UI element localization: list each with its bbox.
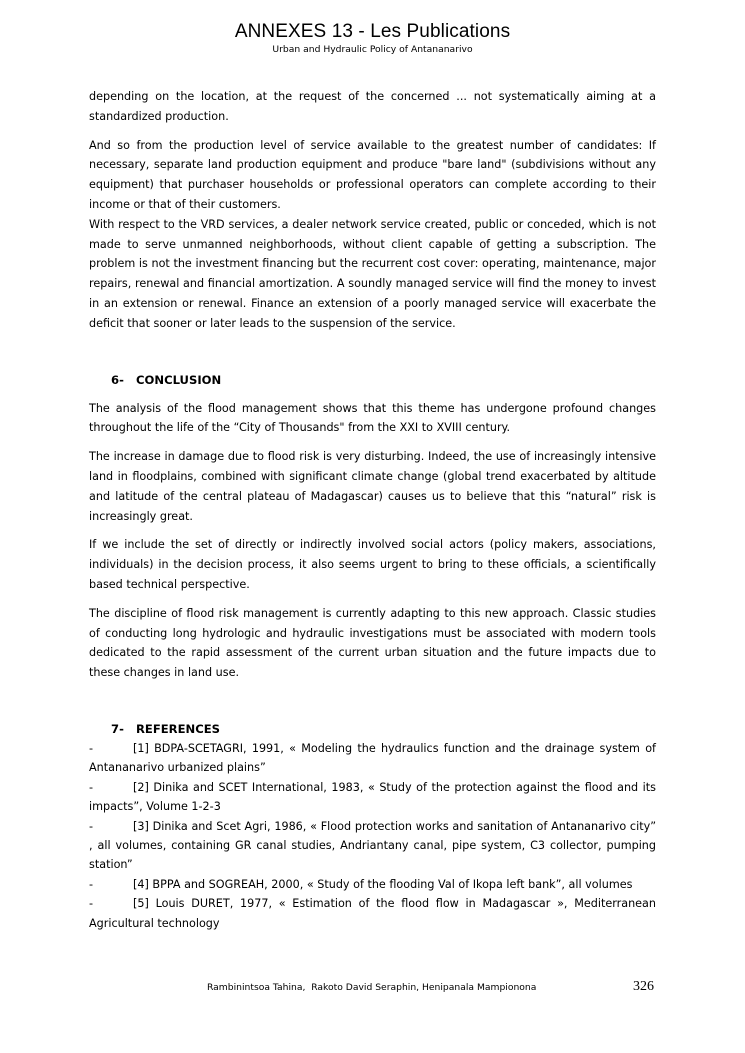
reference-bullet: - [89, 877, 94, 891]
reference-item-1 [89, 739, 656, 778]
reference-item-3 [89, 817, 656, 875]
reference-item-2 [89, 778, 656, 817]
conclusion-title: CONCLUSION [136, 372, 222, 387]
reference-bullet: - [89, 897, 94, 911]
page-header [0, 20, 745, 57]
reference-item-4 [89, 875, 656, 894]
header-subtitle: Urban and Hydraulic Policy of Antananarivo [272, 44, 473, 55]
reference-bullet: - [89, 741, 94, 755]
reference-bullet: - [89, 780, 94, 794]
conclusion-heading [111, 370, 656, 390]
conclusion-paragraph-4: The discipline of flood risk management is currently adapting to this new approach. Classic studies of conducting long hydrologic and hydraulic investigations must be associated with modern tools dedicated to the rapid assessment of the current urban situation and the future impacts due to these changes in land use. [89, 606, 656, 680]
references-heading [111, 719, 656, 739]
reference-text: [4] BPPA and SOGREAH, 2000, « Study of the flooding Val of Ikopa left bank”, all volumes [133, 877, 633, 891]
intro-paragraph-3: With respect to the VRD services, a dealer network service created, public or conceded, which is not made to serve unmanned neighborhoods, without client capable of getting a subscription. The problem is not the investment financing but the recurrent cost cover: operating, maintenance, major repairs, renewal and financial amortization. A soundly managed service will find the money to invest in an extension or renewal. Finance an extension of a poorly managed service will exacerbate the deficit that sooner or later leads to the suspension of the service. [89, 217, 656, 330]
document-body [89, 87, 656, 933]
references-number: 7- [111, 721, 124, 736]
page-number: 326 [633, 979, 654, 994]
page-footer [0, 978, 745, 998]
reference-text: [3] Dinika and Scet Agri, 1986, « Flood protection works and sanitation of Antananarivo city” , all volumes, containing GR canal studies, Andriantany canal, pipe system, C3 collector, pumping station” [89, 819, 656, 872]
conclusion-number: 6- [111, 372, 124, 387]
conclusion-paragraph-1: The analysis of the flood management shows that this theme has undergone profound changes throughout the life of the “City of Thousands" from the XXI to XVIII century. [89, 401, 656, 435]
reference-text: [5] Louis DURET, 1977, « Estimation of the flood flow in Madagascar », Mediterranean Agricultural technology [89, 897, 656, 930]
intro-paragraph-1: depending on the location, at the request of the concerned ... not systematically aiming at a standardized production. [89, 90, 656, 123]
references-title: REFERENCES [136, 721, 221, 736]
header-title: ANNEXES 13 - Les Publications [234, 21, 511, 42]
reference-text: [2] Dinika and SCET International, 1983, « Study of the protection against the flood and its impacts”, Volume 1-2-3 [89, 780, 656, 814]
reference-item-5 [89, 894, 656, 933]
intro-paragraph-2: And so from the production level of service available to the greatest number of candidates: If necessary, separate land production equipment and produce "bare land" (subdivisions without any equipment) that purchaser households or professional operators can complete according to their income or that of their customers. [89, 138, 656, 211]
conclusion-paragraph-2: The increase in damage due to flood risk is very disturbing. Indeed, the use of increasingly intensive land in floodplains, combined with significant climate change (global trend exacerbated by altitude and latitude of the central plateau of Madagascar) causes us to believe that this “natural” risk is increasingly great. [89, 450, 656, 523]
footer-authors: Rambinintsoa Tahina, Rakoto David Seraphin, Henipanala Mampionona [207, 982, 537, 993]
reference-bullet: - [89, 819, 94, 833]
reference-text: [1] BDPA-SCETAGRI, 1991, « Modeling the hydraulics function and the drainage system of Antananarivo urbanized plains” [89, 741, 656, 775]
conclusion-paragraph-3: If we include the set of directly or indirectly involved social actors (policy makers, associations, individuals) in the decision process, it also seems urgent to bring to these officials, a scientifically based technical perspective. [89, 538, 656, 591]
